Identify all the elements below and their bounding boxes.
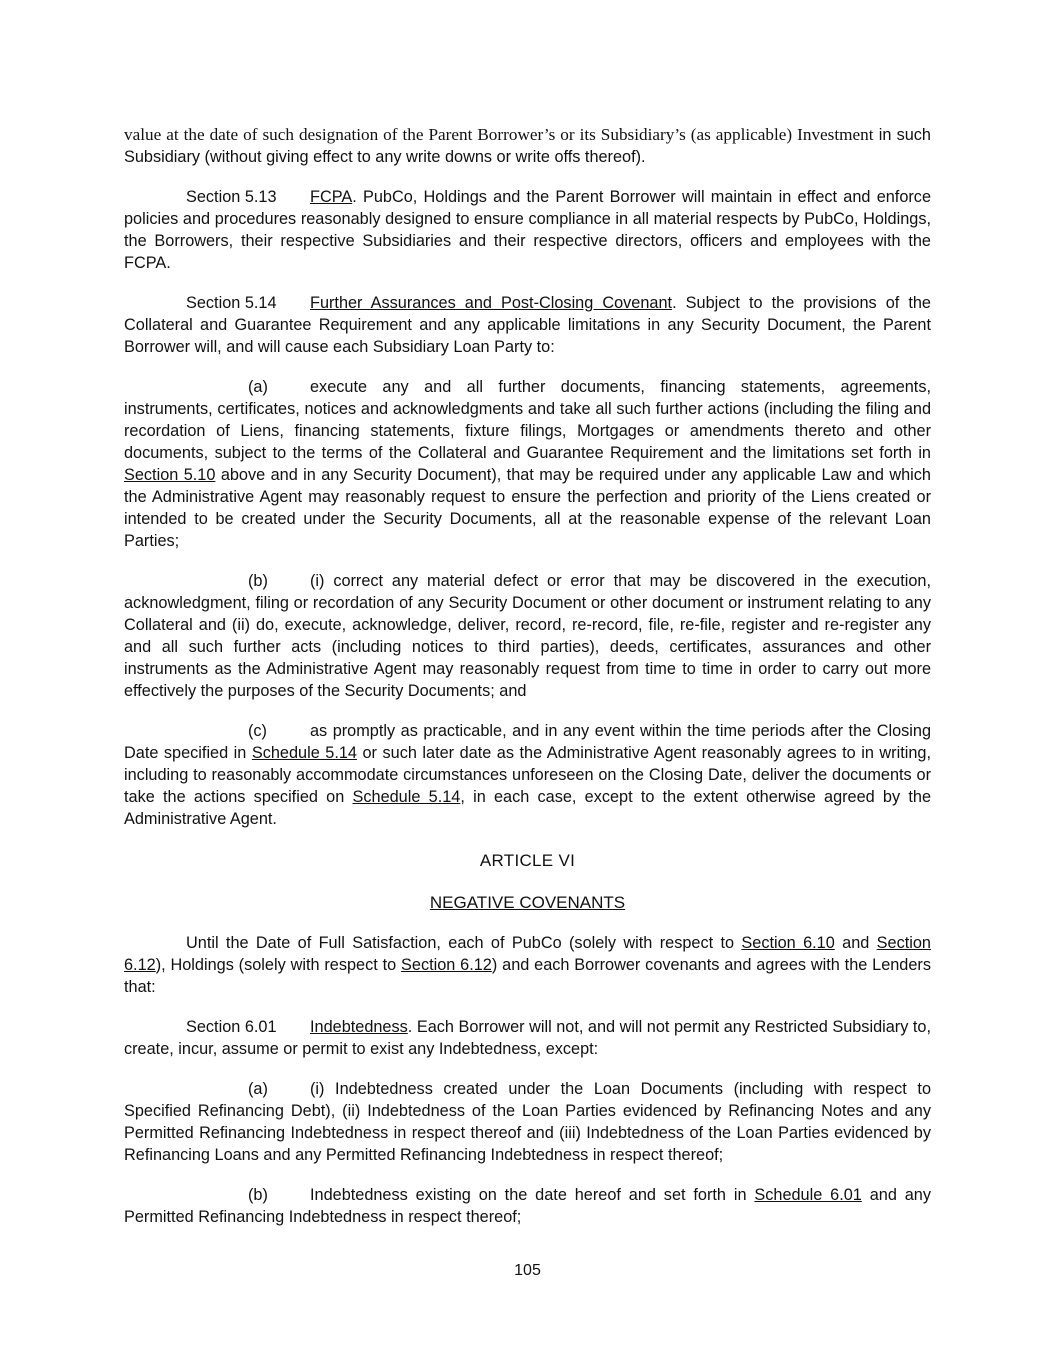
section-number: Section 5.13 <box>186 188 277 206</box>
intro-text: ) and each Borrower covenants and agrees with the Lenders that: <box>124 956 931 996</box>
article-heading: NEGATIVE COVENANTS <box>429 893 626 912</box>
page-number: 105 <box>514 1262 541 1279</box>
clause-text: as promptly as practicable, and in any event within the time periods after the Closing Date specified in <box>124 722 931 762</box>
section-number: Section 5.14 <box>186 294 277 312</box>
clause-label: (a) <box>248 378 268 396</box>
cross-reference: Schedule 5.14 <box>251 744 357 762</box>
clause-text: (i) correct any material defect or error that may be discovered in the execution, acknowledgment, filing or recordation of any Security Document or other document or instrument relating to any Collateral and (ii) do, execute, acknowledge, deliver, record, re-record, file, re-file, register and re-register any and all such further acts (including notices to third parties), deeds, certificates, assurances and other instruments as the Administrative Agent may reasonably request from time to time in order to carry out more effectively the purposes of the Security Documents; and <box>124 572 931 700</box>
cross-reference: Section 6.12 <box>401 956 492 974</box>
clause-text: execute any and all further documents, financing statements, agreements, instruments, certificates, notices and acknowledgments and take all such further actions (including the filing and recordation of Liens, financing statements, fixture filings, Mortgages or amendments thereto and other documents, subject to the terms of the Collateral and Guarantee Requirement and the limitations set forth in <box>124 378 931 462</box>
section-title: FCPA <box>310 188 353 206</box>
cross-reference: Schedule 5.14 <box>352 788 461 806</box>
section-title: Indebtedness <box>310 1018 408 1036</box>
section-text: . PubCo, Holdings and the Parent Borrower will maintain in effect and enforce policies and procedures reasonably designed to ensure compliance in all material respects by PubCo, Holdings, the Borrowers, their respective Subsidiaries and their respective directors, officers and employees with the FCPA. <box>124 188 931 272</box>
paragraph-line-serif: value at the date of such designation of the Parent Borrower’s or its Subsidiary’s (as applicable) Investment <box>124 125 874 144</box>
article-title: ARTICLE VI <box>479 851 576 870</box>
clause-text: and any Permitted Refinancing Indebtedness in respect thereof; <box>124 1186 931 1226</box>
clause-text: , in each case, except to the extent otherwise agreed by the Administrative Agent. <box>124 788 931 828</box>
clause-5-14-c <box>124 720 931 830</box>
section-text: . Each Borrower will not, and will not permit any Restricted Subsidiary to, create, incur, assume or permit to exist any Indebtedness, except: <box>124 1018 931 1058</box>
section-number: Section 6.01 <box>186 1018 277 1036</box>
clause-label: (b) <box>248 1186 268 1204</box>
intro-text: ), Holdings (solely with respect to <box>155 956 402 974</box>
clause-text: Indebtedness existing on the date hereof and set forth in <box>310 1186 755 1204</box>
clause-6-01-b <box>124 1184 931 1228</box>
section-title: Further Assurances and Post-Closing Covenant <box>310 294 673 312</box>
clause-5-14-a <box>124 376 931 552</box>
clause-6-01-a <box>124 1078 931 1166</box>
section-6-01 <box>124 1016 931 1060</box>
cross-reference: Schedule 6.01 <box>754 1186 862 1204</box>
article-heading-wrap <box>124 892 931 914</box>
intro-text: and <box>834 934 877 952</box>
clause-label: (b) <box>248 572 268 590</box>
section-text: . Subject to the provisions of the Collateral and Guarantee Requirement and any applicable limitations in any Security Document, the Parent Borrower will, and will cause each Subsidiary Loan Party to: <box>124 294 931 356</box>
section-5-13 <box>124 186 931 274</box>
cross-reference: Section 6.12 <box>124 934 931 974</box>
intro-text: Until the Date of Full Satisfaction, each of PubCo (solely with respect to <box>186 934 742 952</box>
section-5-14 <box>124 292 931 358</box>
clause-text: or such later date as the Administrative Agent reasonably agrees to in writing, including to reasonably accommodate circumstances unforeseen on the Closing Date, deliver the documents or take the actions specified on <box>124 744 931 806</box>
continued-paragraph <box>124 124 931 168</box>
clause-text: (i) Indebtedness created under the Loan Documents (including with respect to Specified Refinancing Debt), (ii) Indebtedness of the Loan Parties evidenced by Refinancing Notes and any Permitted Refinancing Indebtedness in respect thereof and (iii) Indebtedness of the Loan Parties evidenced by Refinancing Loans and any Permitted Refinancing Indebtedness in respect thereof; <box>124 1080 931 1164</box>
cross-reference: Section 5.10 <box>124 466 216 484</box>
article-intro <box>124 932 931 998</box>
clause-label: (c) <box>248 722 267 740</box>
clause-5-14-b <box>124 570 931 702</box>
clause-label: (a) <box>248 1080 268 1098</box>
cross-reference: Section 6.10 <box>741 934 835 952</box>
paragraph-line: in such Subsidiary (without giving effect to any write downs or write offs thereof). <box>124 126 931 166</box>
clause-text: above and in any Security Document), that may be required under any applicable Law and which the Administrative Agent may reasonably request to ensure the perfection and priority of the Liens created or intended to be created under the Security Documents, all at the reasonable expense of the relevant Loan Parties; <box>124 466 931 550</box>
page-body <box>124 124 931 1228</box>
